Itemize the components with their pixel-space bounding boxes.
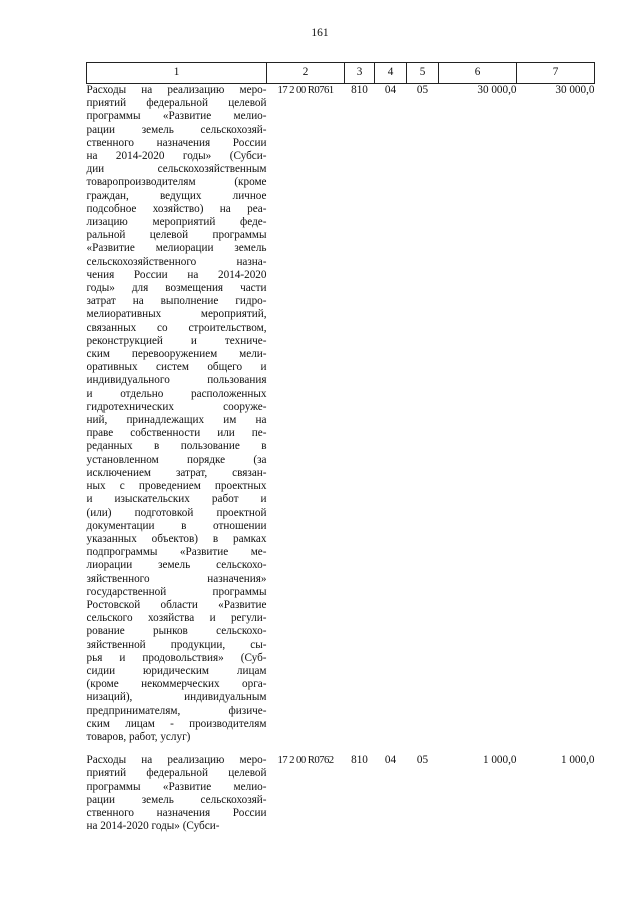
column-header: 4 [375, 63, 407, 84]
description-line: (или) подготовкой проектной [86, 506, 267, 519]
section-code: 04 [384, 754, 397, 767]
description-line: реконструкцией и техниче- [86, 334, 267, 347]
amount-col6: 30 000,0 [477, 84, 517, 96]
description-line: и отдельно расположенных [86, 387, 267, 400]
description-line: «Развитие мелиорации земель [86, 242, 267, 255]
description-line: установленном порядке (за [86, 453, 267, 466]
description-line: затрат на выполнение гидро- [86, 295, 267, 308]
description-line: зяйственного назначения» [86, 572, 267, 585]
section-code: 04 [384, 84, 397, 96]
description-line: граждан, ведущих личное [86, 189, 267, 202]
table-row [87, 84, 595, 745]
expense-type-code: 810 [351, 754, 368, 767]
description-line: ральной целевой программы [86, 229, 267, 242]
column-header: 2 [267, 63, 345, 84]
description-line: годы» для возмещения части [86, 282, 267, 295]
description-line: на 2014-2020 годы» (Субси- [86, 150, 267, 163]
description-line: Расходы на реализацию меро- [86, 754, 267, 767]
description-line: сельского хозяйства и регули- [86, 612, 267, 625]
amount-col7: 1 000,0 [560, 754, 595, 767]
description-line: низаций), индивидуальным [86, 691, 267, 704]
description-line: Расходы на реализацию меро- [86, 84, 267, 96]
description-line: приятий федеральной целевой [86, 767, 267, 780]
description-line: ственного назначения России [86, 806, 267, 819]
column-header: 5 [407, 63, 439, 84]
description-line: программы «Развитие мелио- [86, 780, 267, 793]
expense-description [87, 84, 267, 745]
description-line: рации земель сельскохозяй- [86, 123, 267, 136]
description-line: и изыскательских работ и [86, 493, 267, 506]
expense-description [87, 744, 267, 833]
description-line: ний, принадлежащих им на [86, 414, 267, 427]
description-line: рации земель сельскохозяй- [86, 793, 267, 806]
expense-type-code: 810 [351, 84, 368, 96]
subsection-code: 05 [416, 754, 429, 767]
description-line: ским перевооружением мели- [86, 348, 267, 361]
description-line: ственного назначения России [86, 136, 267, 149]
description-line: сельскохозяйственного назна- [86, 255, 267, 268]
description-line: зяйственной продукции, сы- [86, 638, 267, 651]
description-line: дии сельскохозяйственным [86, 163, 267, 176]
description-line: подпрограммы «Развитие ме- [86, 546, 267, 559]
description-line: лизацию мероприятий феде- [86, 216, 267, 229]
description-line: сидии юридическим лицам [86, 664, 267, 677]
column-header: 7 [517, 63, 595, 84]
column-header: 1 [87, 63, 267, 84]
description-line: товаропроизводителям (кроме [86, 176, 267, 189]
description-line: лиорации земель сельскохо- [86, 559, 267, 572]
description-line: оративных систем общего и [86, 361, 267, 374]
description-line: связанных со строительством, [86, 321, 267, 334]
description-line: подсобное хозяйство) на реа- [86, 202, 267, 215]
description-line: рья и продовольствия» (Суб- [86, 651, 267, 664]
description-line: исключением затрат, связан- [86, 466, 267, 479]
target-article-code: 17 2 00 R0761 [277, 84, 334, 96]
description-line: Ростовской области «Развитие [86, 598, 267, 611]
page-number: 161 [311, 27, 329, 39]
subsection-code: 05 [416, 84, 429, 96]
column-header: 3 [345, 63, 375, 84]
description-line: предпринимателям, физиче- [86, 704, 267, 717]
amount-col7: 30 000,0 [555, 84, 595, 96]
description-line: праве собственности или пе- [86, 427, 267, 440]
target-article-code: 17 2 00 R0762 [277, 754, 334, 767]
description-line: ским лицам - производителям [86, 717, 267, 730]
description-line: ных с проведением проектных [86, 480, 267, 493]
table-body [87, 84, 595, 834]
description-line: мелиоративных мероприятий, [86, 308, 267, 321]
budget-table [86, 62, 595, 833]
description-line: государственной программы [86, 585, 267, 598]
description-line: документации в отношении [86, 519, 267, 532]
description-line: гидротехнических сооруже- [86, 400, 267, 413]
table-row [87, 744, 595, 833]
table-header-row [87, 63, 595, 84]
amount-col6: 1 000,0 [482, 754, 517, 767]
description-line: рование рынков сельскохо- [86, 625, 267, 638]
description-line: чения России на 2014-2020 [86, 268, 267, 281]
description-line: реданных в пользование в [86, 440, 267, 453]
description-line: программы «Развитие мелио- [86, 110, 267, 123]
description-line: (кроме некоммерческих орга- [86, 678, 267, 691]
description-line: приятий федеральной целевой [86, 97, 267, 110]
description-line: указанных объектов) в рамках [86, 532, 267, 545]
description-line: товаров, работ, услуг) [86, 730, 191, 743]
description-line: на 2014-2020 годы» (Субси- [86, 820, 220, 833]
column-header: 6 [439, 63, 517, 84]
description-line: индивидуального пользования [86, 374, 267, 387]
